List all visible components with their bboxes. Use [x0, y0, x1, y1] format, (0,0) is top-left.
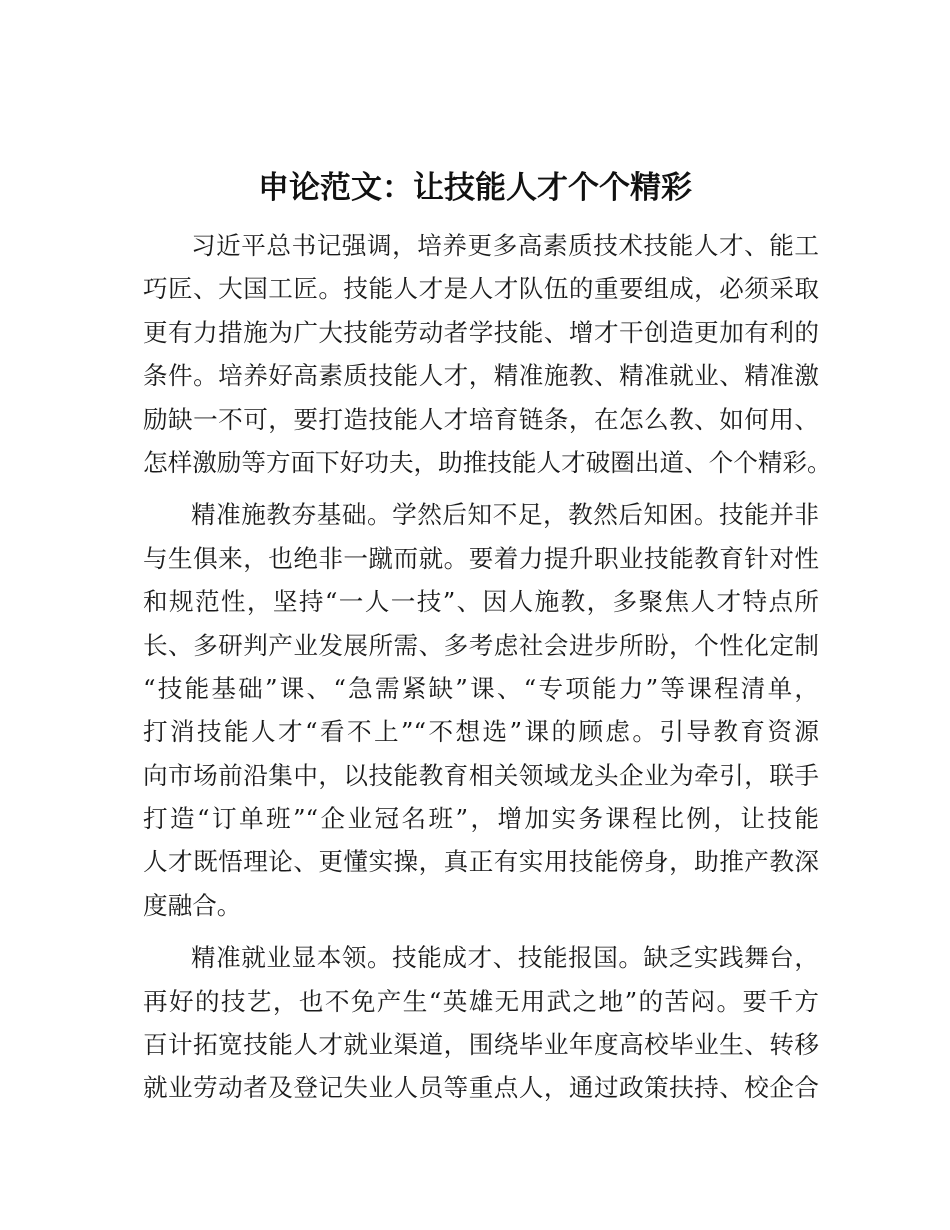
text-line: 度融合。 — [143, 890, 242, 920]
text-line: 长、多研判产业发展所需、多考虑社会进步所盼，个性化定制 — [143, 630, 819, 660]
text-line: 励缺一不可，要打造技能人才培育链条，在怎么教、如何用、 — [143, 404, 819, 434]
text-line: 打消技能人才“看不上”“不想选”课的顾虑。引导教育资源 — [143, 717, 819, 747]
text-line: 再好的技艺，也不免产生“英雄无用武之地”的苦闷。要千方 — [143, 986, 819, 1016]
text-line: 精准施教夯基础。学然后知不足，教然后知困。技能并非 — [191, 500, 819, 530]
text-line: 条件。培养好高素质技能人才，精准施教、精准就业、精准激 — [143, 361, 819, 391]
text-line: 与生俱来，也绝非一蹴而就。要着力提升职业技能教育针对性 — [143, 543, 819, 573]
paragraph-1 — [143, 224, 832, 484]
text-line: 和规范性，坚持“一人一技”、因人施教，多聚焦人才特点所 — [143, 587, 819, 617]
text-line: 怎样激励等方面下好功夫，助推技能人才破圈出道、个个精彩。 — [143, 447, 832, 477]
text-line: 精准就业显本领。技能成才、技能报国。缺乏实践舞台， — [191, 943, 819, 973]
paragraph-2 — [143, 493, 819, 927]
text-line: 习近平总书记强调，培养更多高素质技术技能人才、能工 — [191, 231, 819, 260]
text-line: 就业劳动者及登记失业人员等重点人，通过政策扶持、校企合 — [143, 1073, 819, 1103]
text-line: 人才既悟理论、更懂实操，真正有实用技能傍身，助推产教深 — [143, 847, 819, 877]
text-line: 更有力措施为广大技能劳动者学技能、增才干创造更加有利的 — [143, 317, 819, 347]
document-body — [143, 224, 832, 1119]
text-line: 打造“订单班”“企业冠名班”，增加实务课程比例，让技能 — [143, 804, 819, 834]
text-line: 百计拓宽技能人才就业渠道，围绕毕业年度高校毕业生、转移 — [143, 1030, 819, 1060]
text-line: 巧匠、大国工匠。技能人才是人才队伍的重要组成，必须采取 — [143, 274, 819, 304]
document-title: 申论范文：让技能人才个个精彩 — [258, 170, 692, 206]
text-line: 向市场前沿集中，以技能教育相关领域龙头企业为牵引，联手 — [143, 760, 819, 790]
text-line: “技能基础”课、“急需紧缺”课、“专项能力”等课程清单， — [143, 673, 819, 703]
paragraph-3 — [143, 936, 819, 1110]
